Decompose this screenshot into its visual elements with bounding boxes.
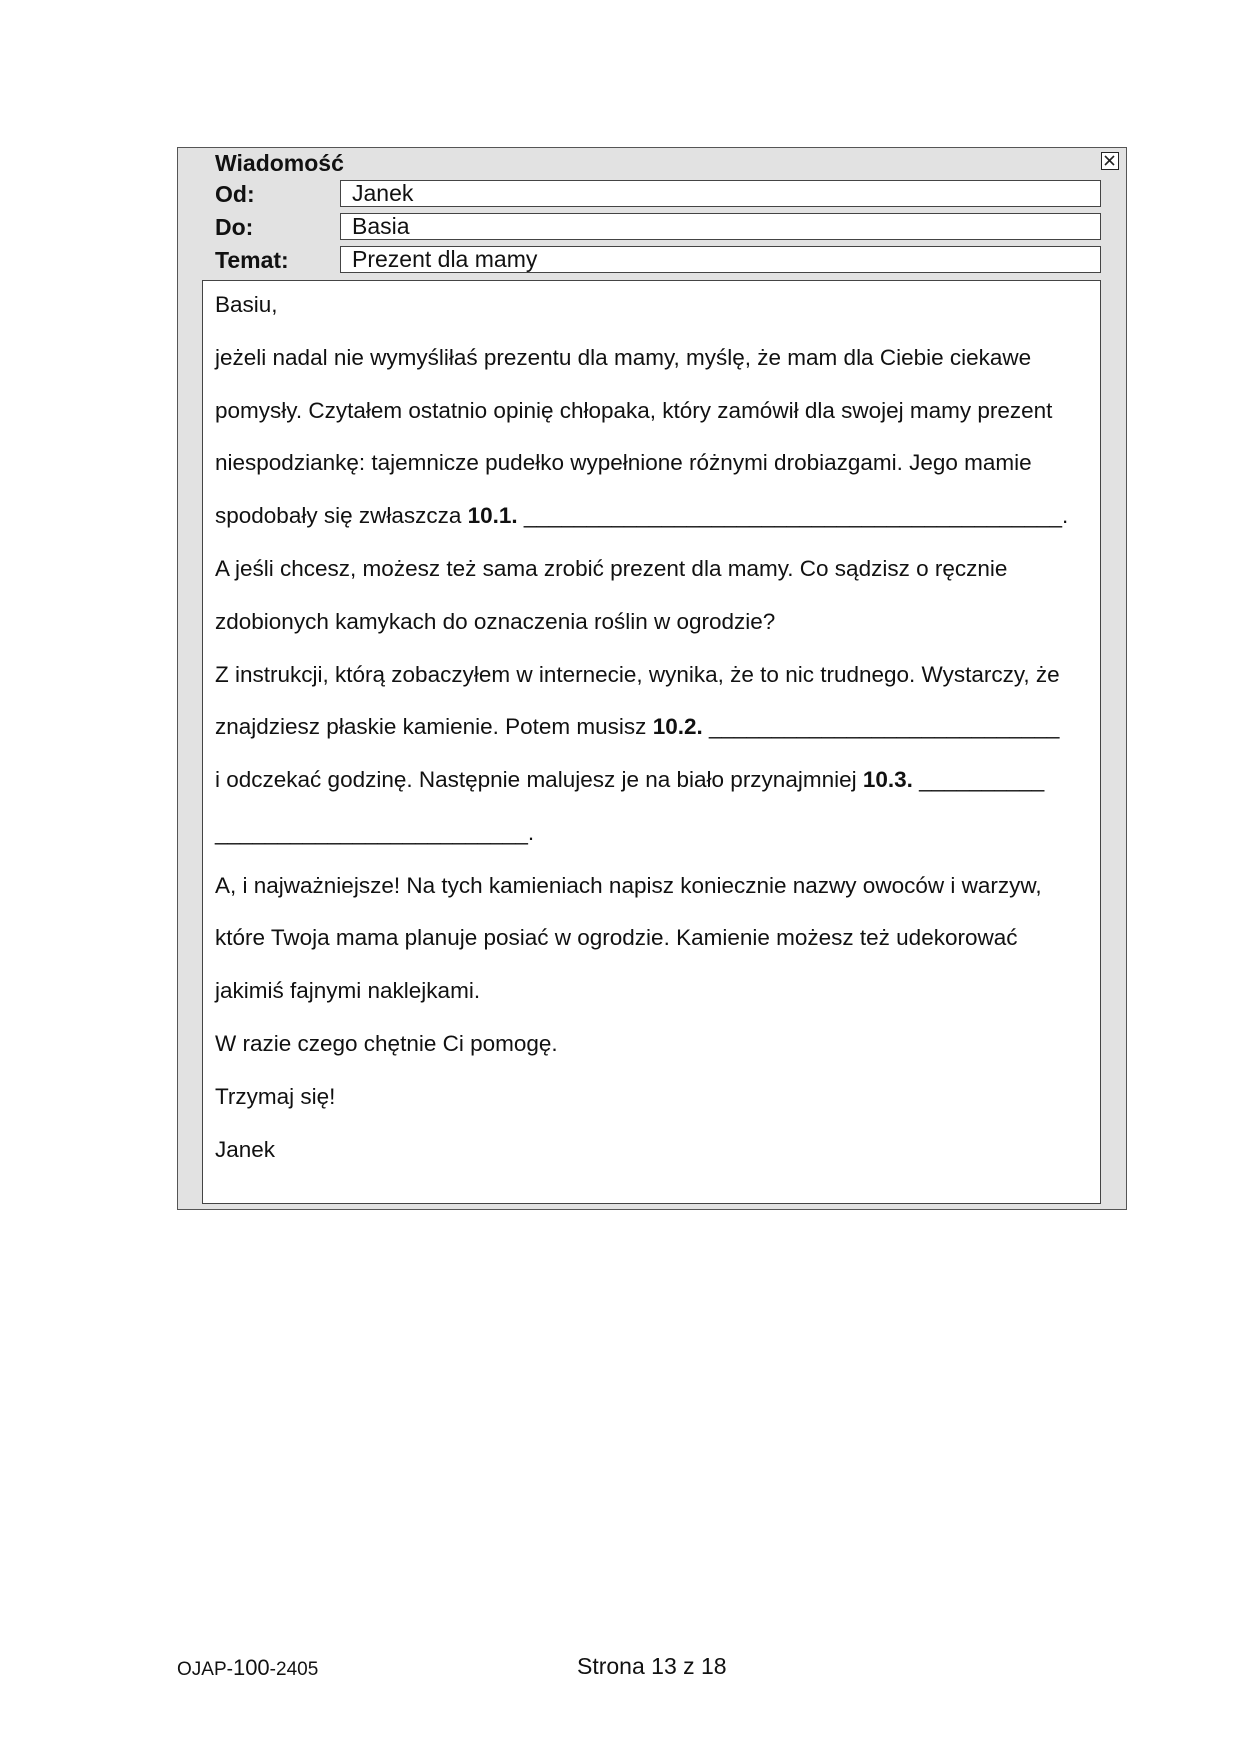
message-line: Basiu,	[215, 292, 278, 317]
message-window	[177, 147, 1127, 1210]
message-line: pomysły. Czytałem ostatnio opinię chłopaka, który zamówił dla swojej mamy prezent	[215, 398, 1053, 423]
exam-code	[177, 1655, 318, 1681]
close-icon[interactable]	[1101, 152, 1119, 170]
exam-code-prefix: OJAP-	[177, 1659, 233, 1680]
gap-number: 10.2.	[652, 714, 703, 739]
message-line: które Twoja mama planuje posiać w ogrodzie. Kamienie możesz też udekorować	[215, 925, 1018, 950]
message-line: A, i najważniejsze! Na tych kamieniach napisz koniecznie nazwy owoców i warzyw,	[215, 873, 1042, 898]
subject-field[interactable]: Prezent dla mamy	[340, 246, 1101, 273]
message-text: znajdziesz płaskie kamienie. Potem musisz	[215, 714, 653, 739]
message-line: zdobionych kamykach do oznaczenia roślin w ogrodzie?	[215, 609, 776, 634]
message-line-gap-10-2	[215, 713, 1059, 741]
exam-code-number: 100	[232, 1655, 270, 1680]
message-line: Trzymaj się!	[215, 1084, 336, 1109]
from-label: Od:	[215, 181, 255, 207]
to-field[interactable]: Basia	[340, 213, 1101, 240]
message-line: jakimiś fajnymi naklejkami.	[215, 978, 481, 1003]
gap-number: 10.1.	[467, 503, 518, 528]
exam-code-suffix: -2405	[269, 1659, 319, 1680]
message-line: jeżeli nadal nie wymyśliłaś prezentu dla mamy, myślę, że mam dla Ciebie ciekawe	[215, 345, 1032, 370]
message-line-gap-10-3	[215, 766, 1044, 794]
message-line: A jeśli chcesz, możesz też sama zrobić prezent dla mamy. Co sądzisz o ręcznie	[215, 556, 1008, 581]
message-line-gap-10-1	[215, 502, 1068, 530]
answer-blank[interactable]: __________	[912, 767, 1045, 792]
to-label: Do:	[215, 214, 254, 240]
answer-blank[interactable]: ___________________________________________.	[517, 503, 1069, 528]
message-signature: Janek	[215, 1137, 276, 1162]
subject-label: Temat:	[215, 247, 289, 273]
message-line: Z instrukcji, którą zobaczyłem w internecie, wynika, że to nic trudnego. Wystarczy, że	[215, 662, 1060, 687]
answer-blank[interactable]: ____________________________	[702, 714, 1060, 739]
message-text: spodobały się zwłaszcza	[215, 503, 468, 528]
from-field[interactable]: Janek	[340, 180, 1101, 207]
window-title: Wiadomość	[215, 150, 344, 176]
gap-number: 10.3.	[862, 767, 913, 792]
message-line: W razie czego chętnie Ci pomogę.	[215, 1031, 558, 1056]
window-titlebar	[178, 148, 1126, 177]
message-body[interactable]	[202, 280, 1101, 1204]
answer-blank[interactable]: _________________________.	[215, 820, 535, 845]
message-text: i odczekać godzinę. Następnie malujesz je na biało przynajmniej	[215, 767, 863, 792]
message-line: niespodziankę: tajemnicze pudełko wypełnione różnymi drobiazgami. Jego mamie	[215, 450, 1032, 475]
page-number: Strona 13 z 18	[577, 1653, 727, 1679]
